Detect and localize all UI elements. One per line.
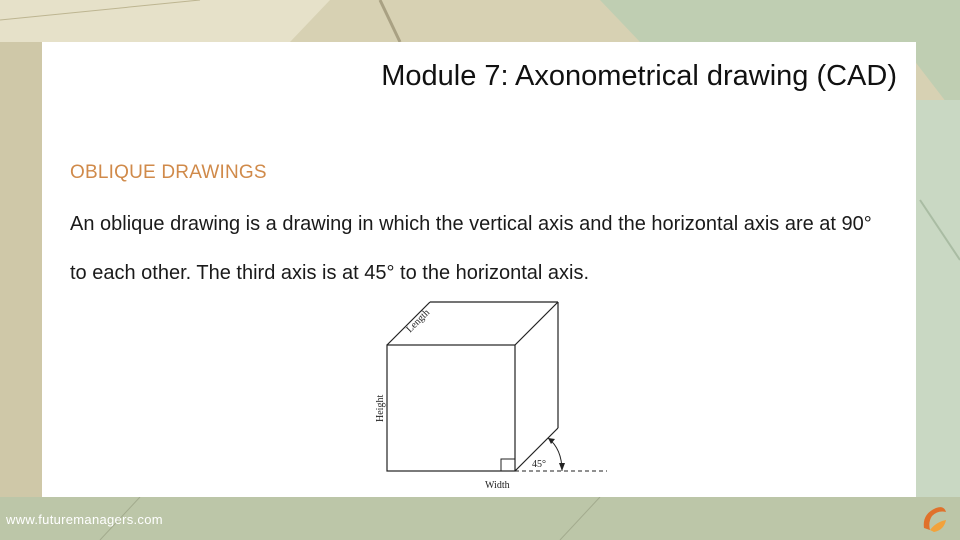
height-label: Height [375, 394, 386, 422]
body-paragraph: An oblique drawing is a drawing in which the vertical axis and the horizontal axis are at 90° to each other. The third axis is at 45° to the horizontal axis. [70, 213, 872, 284]
future-managers-logo [916, 500, 952, 536]
slide-title: Module 7: Axonometrical drawing (CAD) [381, 60, 897, 92]
oblique-cube-diagram [372, 297, 652, 497]
footer-url: www.futuremanagers.com [6, 512, 163, 527]
arc-arrow-bottom [559, 463, 565, 471]
length-label: Length [404, 307, 433, 336]
cube-front-face [387, 345, 515, 471]
width-label: Width [485, 480, 510, 491]
angle-label: 45° [532, 459, 546, 470]
arc-arrow-top [548, 438, 555, 444]
angle-arc [548, 438, 562, 471]
section-heading: OBLIQUE DRAWINGS [70, 162, 267, 183]
cube-top-right-edge [515, 302, 558, 345]
right-angle-marker [501, 459, 515, 471]
content-card [42, 42, 916, 497]
